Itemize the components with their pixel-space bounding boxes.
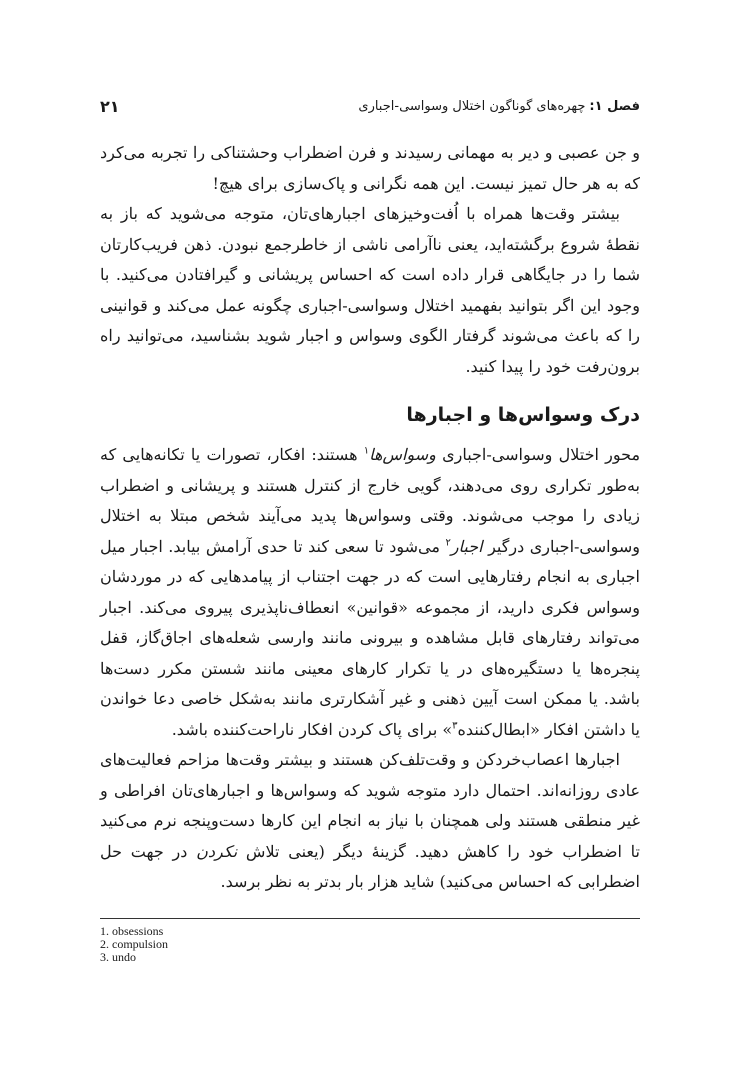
text-run: هستند: افکار، تصورات یا تکانه‌هایی که به‌طور تکراری روی می‌دهند، گویی خارج از کنترل هستند و پریشانی و اضطراب زیادی را موجب می‌شوند. وقتی وسواس‌ها پدید می‌آیند شخص مبتلا به اختلال وسواسی-اجباری درگیر [100, 445, 641, 556]
footnote-divider [100, 918, 640, 919]
paragraph-4 [100, 745, 640, 898]
paragraph-3 [100, 440, 640, 745]
body-text [100, 138, 640, 898]
text-run: محور اختلال وسواسی-اجباری [435, 445, 641, 464]
book-page [100, 0, 640, 1080]
running-head [100, 92, 640, 120]
chapter-heading [358, 99, 640, 114]
footnote-2: 2. compulsion [100, 937, 168, 951]
footnote-mark-2: ۲ [445, 537, 451, 549]
text-run: » برای پاک کردن افکار ناراحت‌کننده باشد. [171, 719, 453, 739]
paragraph-2: بیشتر وقت‌ها همراه با اُفت‌وخیزهای اجبارهای‌تان، متوجه می‌شوید که باز به نقطهٔ شروع برگشته‌اید، یعنی ناآرامی ناشی از خاطرجمع نبودن. ذهن فریب‌کارتان شما را در جایگاهی قرار داده است که احساس پریشانی و گیرافتادن می‌کنید. با وجود این اگر بتوانید بفهمید اختلال وسواسی-اجباری چگونه عمل می‌کند و قوانینی را که باعث می‌شوند گرفتار الگوی وسواس و اجبار شوید بشناسید، می‌توانید راه برون‌رفت خود را پیدا کنید. [100, 204, 640, 376]
chapter-title: چهره‌های گوناگون اختلال وسواسی-اجباری [358, 98, 586, 114]
page-number: ۲۱ [100, 96, 120, 116]
chapter-label: فصل ۱: [589, 98, 640, 114]
footnotes [100, 925, 168, 964]
text-run: در جهت حل اضطرابی که احساس می‌کنید) شاید هزار بار بدتر به نظر برسد. [100, 841, 640, 891]
footnote-mark-1: ۱ [363, 445, 370, 457]
text-run: می‌شود تا سعی کند تا حدی آرامش بیابد. اجبار میل اجباری به انجام رفتارهایی است که در جهت اجتناب از پیامدهایی که در موردشان وسواس فکری دارید، از مجموعه «قوانین» انعطاف‌ناپذیری پیروی می‌کند. اجبار می‌تواند رفتارهای قابل مشاهده و بیرونی مانند وارسی شعله‌های اجاق‌گاز، قفل پنجره‌ها یا دستگیره‌های در یا تکرار کارهای معینی مانند شستن مکرر دست‌ها باشد. یا ممکن است آیین ذهنی و غیر آشکارتری مانند به‌شکل خاصی دعا خواندن یا داشتن افکار «ابطال‌کننده [100, 536, 640, 739]
term-compulsion: اجبار [450, 536, 483, 556]
footnote-mark-3: ۳ [452, 720, 458, 732]
term-not-trying: نکردن [196, 841, 238, 861]
paragraph-1: و جن عصبی و دیر به مهمانی رسیدند و فرن اضطراب وحشتناکی را تجربه می‌کرد که به هر حال تمیز نیست. این همه نگرانی و پاک‌سازی برای هیچ! [100, 143, 640, 193]
footnote-3: 3. undo [100, 950, 136, 964]
term-obsessions: وسواس‌ها [369, 445, 436, 464]
footnote-1: 1. obsessions [100, 924, 164, 938]
text-run: اجبارها اعصاب‌خردکن و وقت‌تلف‌کن هستند و بیشتر وقت‌ها مزاحم فعالیت‌های عادی روزانه‌اند. احتمال دارد متوجه شوید که وسواس‌ها و اجبارهای‌تان افراطی و غیر منطقی هستند ولی همچنان با نیاز به انجام این کارها دست‌وپنجه نرم می‌کنید تا اضطراب خود را کاهش دهید. گزینهٔ دیگر (یعنی تلاش [100, 750, 640, 861]
section-heading: درک وسواس‌ها و اجبارها [406, 404, 640, 426]
